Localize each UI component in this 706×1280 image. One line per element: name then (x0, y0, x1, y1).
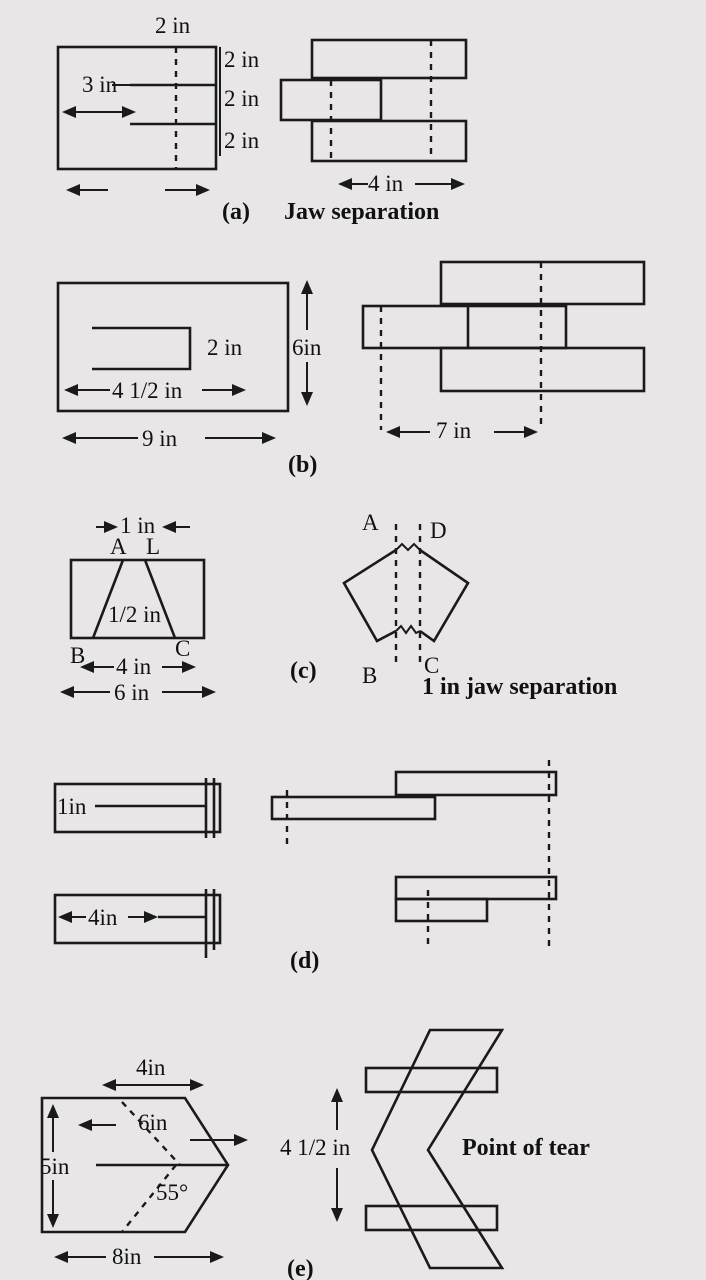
panel-d-test-2-bottom (396, 899, 487, 921)
panel-c-cut-depth: 1/2 in (108, 602, 162, 627)
panel-e-angle: 55° (156, 1180, 189, 1205)
arrow-right-icon (232, 384, 246, 396)
arrow-right-icon (451, 178, 465, 190)
arrow-right-icon (144, 911, 158, 923)
arrow-right-icon (122, 106, 136, 118)
arrow-left-icon (386, 426, 400, 438)
panel-d-specimen-2 (55, 895, 220, 943)
panel-b-length: 9 in (142, 426, 178, 451)
panel-a-jaw-label: Jaw separation (284, 199, 440, 225)
panel-c-torn-bottom (396, 626, 420, 633)
arrow-right-icon (202, 686, 216, 698)
panel-c-test-left-half (344, 550, 396, 641)
panel-a-specimen (58, 47, 216, 169)
panel-d-test-1-top (396, 772, 556, 795)
panel-a-height-1: 2 in (224, 47, 260, 72)
panel-a-jaw-distance: 4 in (368, 171, 404, 196)
arrow-left-icon (78, 1119, 92, 1131)
arrow-left-icon (162, 521, 176, 533)
arrow-right-icon (210, 1251, 224, 1263)
panel-b-height: 6in (292, 335, 322, 360)
panel-b-slit (92, 328, 190, 369)
panel-d-width: 1in (57, 794, 87, 819)
panel-a-height-2: 2 in (224, 86, 260, 111)
panel-b-slit-length: 4 1/2 in (112, 378, 183, 403)
panel-c-point-l: L (146, 534, 161, 559)
arrow-left-icon (58, 911, 72, 923)
arrow-down-icon (301, 392, 313, 406)
panel-c-test-point-b: B (362, 663, 378, 688)
panel-c-base-width: 4 in (116, 654, 152, 679)
arrow-left-icon (62, 106, 76, 118)
arrow-left-icon (62, 432, 76, 444)
panel-c-test-right-half (420, 550, 468, 641)
panel-e-height: 5in (40, 1154, 70, 1179)
panel-d-length: 4in (88, 905, 118, 930)
panel-c-test-point-d: D (430, 518, 447, 543)
arrow-left-icon (338, 178, 352, 190)
arrow-right-icon (196, 184, 210, 196)
panel-a-width-label: 2 in (155, 13, 191, 38)
arrow-down-icon (47, 1214, 59, 1228)
panel-c-caption: (c) (290, 658, 317, 684)
panel-d-test-1-bottom (272, 797, 435, 819)
panel-c-point-a: A (110, 534, 127, 559)
panel-d (55, 760, 556, 974)
panel-e-cut-length: 6in (138, 1110, 168, 1135)
arrow-right-icon (190, 1079, 204, 1091)
panel-b-caption: (b) (288, 452, 318, 478)
panel-e-top-width: 4in (136, 1055, 166, 1080)
panel-b-test-middle (363, 306, 566, 348)
arrow-right-icon (234, 1134, 248, 1146)
panel-a-test-bottom (312, 121, 466, 161)
arrow-up-icon (331, 1088, 343, 1102)
panel-e-caption: (e) (287, 1256, 314, 1280)
arrow-up-icon (301, 280, 313, 294)
panel-d-caption: (d) (290, 948, 320, 974)
panel-a-caption: (a) (222, 199, 250, 225)
panel-b-test-bottom (441, 348, 644, 391)
panel-a (58, 13, 466, 225)
arrow-right-icon (182, 661, 196, 673)
panel-c-point-b: B (70, 643, 86, 668)
panel-b (58, 262, 644, 478)
panel-e-stretch: 4 1/2 in (280, 1135, 351, 1160)
panel-c (60, 510, 617, 705)
arrow-up-icon (47, 1104, 59, 1118)
arrow-left-icon (66, 184, 80, 196)
panel-e (40, 1030, 590, 1280)
panel-a-height-3: 2 in (224, 128, 260, 153)
panel-c-torn-top (396, 544, 420, 550)
panel-b-test-top (441, 262, 644, 304)
arrow-left-icon (64, 384, 78, 396)
panel-c-jaw-label: 1 in jaw separation (422, 674, 618, 700)
arrow-left-icon (102, 1079, 116, 1091)
arrow-left-icon (60, 686, 74, 698)
arrow-down-icon (331, 1208, 343, 1222)
panel-c-test-point-a: A (362, 510, 379, 535)
arrow-right-icon (104, 521, 118, 533)
panel-d-test-2-top (396, 877, 556, 899)
arrow-left-icon (54, 1251, 68, 1263)
panel-c-total-width: 6 in (114, 680, 150, 705)
panel-a-test-top (312, 40, 466, 78)
panel-c-point-c: C (175, 636, 191, 661)
arrow-right-icon (262, 432, 276, 444)
panel-e-tear-label: Point of tear (462, 1135, 590, 1161)
panel-b-slit-width: 2 in (207, 335, 243, 360)
panel-c-test-point-c: C (424, 653, 440, 678)
panel-c-top-width: 1 in (120, 513, 156, 538)
panel-e-base-length: 8in (112, 1244, 142, 1269)
panel-a-slit-length-label: 3 in (82, 72, 118, 97)
panel-b-jaw-distance: 7 in (436, 418, 472, 443)
arrow-right-icon (524, 426, 538, 438)
